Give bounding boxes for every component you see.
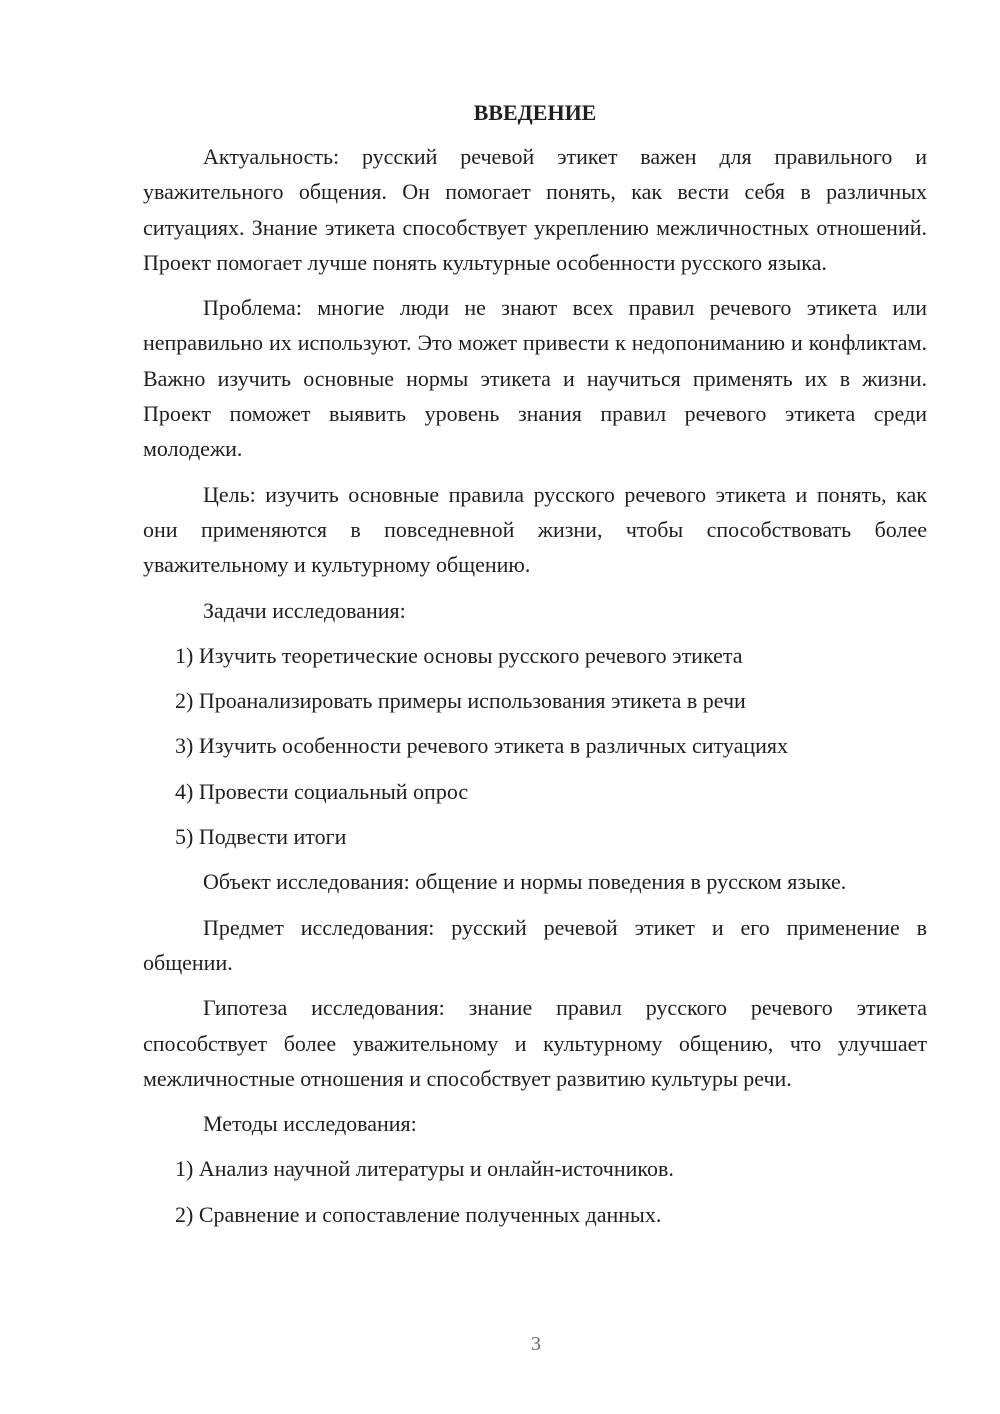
task-item: 3) Изучить особенности речевого этикета в различных ситуациях bbox=[175, 733, 789, 759]
actuality-paragraph: Актуальность: русский речевой этикет важен для правильного и уважительного общения. Он помогает понять, как вести себя в различных ситуациях. Знание этикета способствует укреплению межличностных отношений. Проект помогает лучше понять культурные особенности русского языка. bbox=[143, 144, 927, 275]
task-item: 2) Проанализировать примеры использования этикета в речи bbox=[175, 688, 746, 714]
subject-paragraph: Предмет исследования: русский речевой этикет и его применение в общении. bbox=[143, 914, 927, 975]
object-paragraph: Объект исследования: общение и нормы поведения в русском языке. bbox=[203, 869, 847, 895]
methods-heading: Методы исследования: bbox=[203, 1111, 417, 1137]
tasks-heading: Задачи исследования: bbox=[203, 597, 406, 623]
task-item: 4) Провести социальный опрос bbox=[175, 778, 469, 804]
task-item: 5) Подвести итоги bbox=[175, 824, 347, 850]
task-item: 1) Изучить теоретические основы русского речевого этикета bbox=[175, 642, 743, 668]
page-content bbox=[143, 95, 927, 1242]
goal-paragraph: Цель: изучить основные правила русского речевого этикета и понять, как они применяются в повседневной жизни, чтобы способствовать более уважительному и культурному общению. bbox=[143, 481, 927, 578]
page-number: 3 bbox=[531, 1333, 541, 1355]
methods-list bbox=[143, 1151, 927, 1232]
problem-paragraph: Проблема: многие люди не знают всех правил речевого этикета или неправильно их используют. Это может привести к недопониманию и конфликтам. Важно изучить основные нормы этикета и научиться применять их в жизни. Проект поможет выявить уровень знания правил речевого этикета среди молодежи. bbox=[143, 295, 927, 462]
hypothesis-paragraph: Гипотеза исследования: знание правил русского речевого этикета способствует более уважительному и культурному общению, что улучшает межличностные отношения и способствует развитию культуры речи. bbox=[143, 995, 927, 1091]
tasks-list bbox=[143, 638, 927, 854]
section-title: ВВЕДЕНИЕ bbox=[473, 100, 597, 125]
method-item: 2) Сравнение и сопоставление полученных данных. bbox=[175, 1201, 662, 1227]
method-item: 1) Анализ научной литературы и онлайн-источников. bbox=[175, 1156, 674, 1182]
